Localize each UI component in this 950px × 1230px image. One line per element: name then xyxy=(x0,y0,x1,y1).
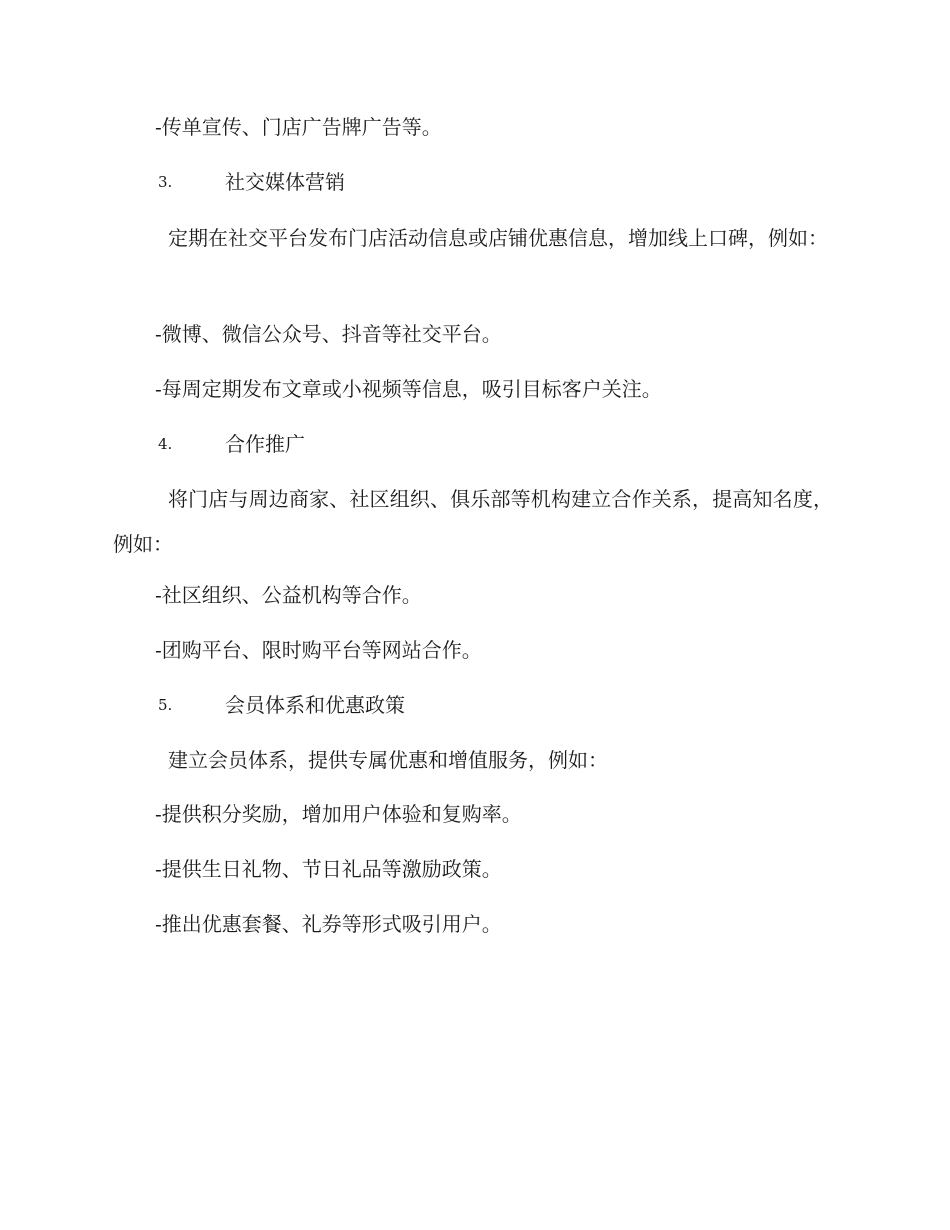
section-number: 3. xyxy=(158,173,173,191)
section-title: 社交媒体营销 xyxy=(225,170,345,194)
bullet-group-buy-platforms: -团购平台、限时购平台等网站合作。 xyxy=(155,638,482,662)
section-4-paragraph: 将门店与周边商家、社区组织、俱乐部等机构建立合作关系，提高知名度，例如： xyxy=(113,487,833,556)
section-number: 5. xyxy=(158,696,173,714)
section-title: 会员体系和优惠政策 xyxy=(225,693,405,717)
bullet-gifts: -提供生日礼物、节日礼品等激励政策。 xyxy=(155,857,502,881)
bullet-flyer-ads: -传单宣传、门店广告牌广告等。 xyxy=(155,115,442,139)
bullet-coupons: -推出优惠套餐、礼券等形式吸引用户。 xyxy=(155,912,502,936)
bullet-community-partners: -社区组织、公益机构等合作。 xyxy=(155,583,422,607)
bullet-social-platforms: -微博、微信公众号、抖音等社交平台。 xyxy=(155,322,502,346)
section-title: 合作推广 xyxy=(225,432,305,456)
bullet-weekly-posts: -每周定期发布文章或小视频等信息，吸引目标客户关注。 xyxy=(155,377,662,401)
section-5-paragraph: 建立会员体系，提供专属优惠和增值服务，例如： xyxy=(168,748,608,772)
section-number: 4. xyxy=(158,435,173,453)
section-3-paragraph: 定期在社交平台发布门店活动信息或店铺优惠信息，增加线上口碑，例如： xyxy=(168,226,828,250)
bullet-points-rewards: -提供积分奖励，增加用户体验和复购率。 xyxy=(155,802,522,826)
